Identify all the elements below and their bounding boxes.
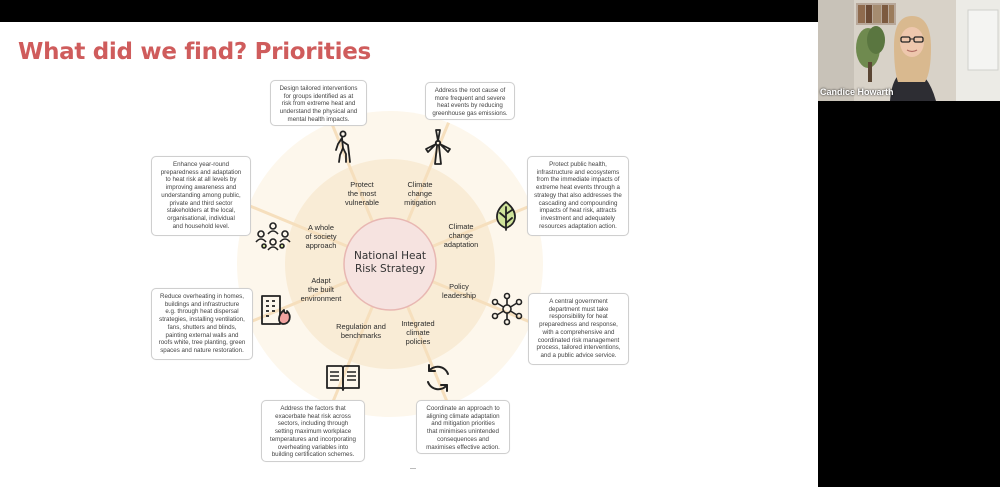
walking-cane-icon — [328, 130, 356, 164]
description-mitigation: Address the root cause of more frequent and severe heat events by reducing greenhouse gas emissions. — [425, 82, 515, 120]
description-regulation: Address the factors that exacerbate heat risk across sectors, including through setting maximum workplace temperatures and incorporating overheating variables into building certification schemes. — [261, 400, 365, 462]
building-fire-icon — [259, 293, 293, 327]
segment-label-built: Adapt the built environment — [300, 276, 342, 303]
segment-label-society: A whole of society approach — [305, 223, 337, 250]
description-adaptation: Protect public health, infrastructure and ecosystems from the immediate impacts of extreme heat events through a strategy that also addresses the cascading and compounding impacts of heat risk, attracts investment and adequately resources adaptation action. — [527, 156, 629, 236]
description-built: Reduce overheating in homes, buildings and infrastructure e.g. through heat dispersal strategies, installing ventilation, fans, shutters and blinds, painting external walls and roofs white, tree planting, green spaces and nature restoration. — [151, 288, 253, 360]
network-hub-icon — [490, 292, 524, 326]
segment-label-integrated: Integrated climate policies — [401, 319, 435, 346]
wind-turbine-icon — [422, 128, 454, 166]
description-society: Enhance year-round preparedness and adaptation to heat risk at all levels by improving awareness and understanding among public, private and third sector stakeholders at the local, organisational, individual and household level. — [151, 156, 251, 236]
open-book-icon — [325, 362, 361, 392]
segment-label-regulation: Regulation and benchmarks — [336, 322, 386, 340]
slide-title: What did we find? Priorities — [18, 39, 371, 65]
presentation-slide — [0, 22, 818, 487]
segment-label-policy: Policy leadership — [441, 282, 477, 300]
slide-footer-mark — [410, 468, 416, 469]
participant-video-feed — [818, 0, 1000, 101]
center-label — [340, 250, 440, 276]
participant-video-tile[interactable] — [818, 0, 1000, 101]
participant-name: Candice Howarth — [820, 87, 894, 97]
leaf-icon — [489, 198, 523, 232]
description-policy: A central government department must take responsibility for heat preparedness and response, with a comprehensive and coordinated risk management process, tailored interventions, and a public advice service. — [528, 293, 629, 365]
center-label-line-1: National Heat — [354, 250, 426, 262]
center-label-line-2: Risk Strategy — [354, 263, 426, 275]
segment-label-adaptation: Climate change adaptation — [443, 222, 479, 249]
recycle-arrows-icon — [422, 361, 454, 395]
segment-label-protect: Protect the most vulnerable — [344, 180, 380, 207]
community-people-icon — [254, 220, 292, 252]
description-integrated: Coordinate an approach to aligning climate adaptation and mitigation priorities that minimises unintended consequences and maximises effective action. — [416, 400, 510, 454]
segment-label-mitigation: Climate change mitigation — [404, 180, 436, 207]
description-protect: Design tailored interventions for groups identified as at risk from extreme heat and understand the physical and mental health impacts. — [270, 80, 367, 126]
